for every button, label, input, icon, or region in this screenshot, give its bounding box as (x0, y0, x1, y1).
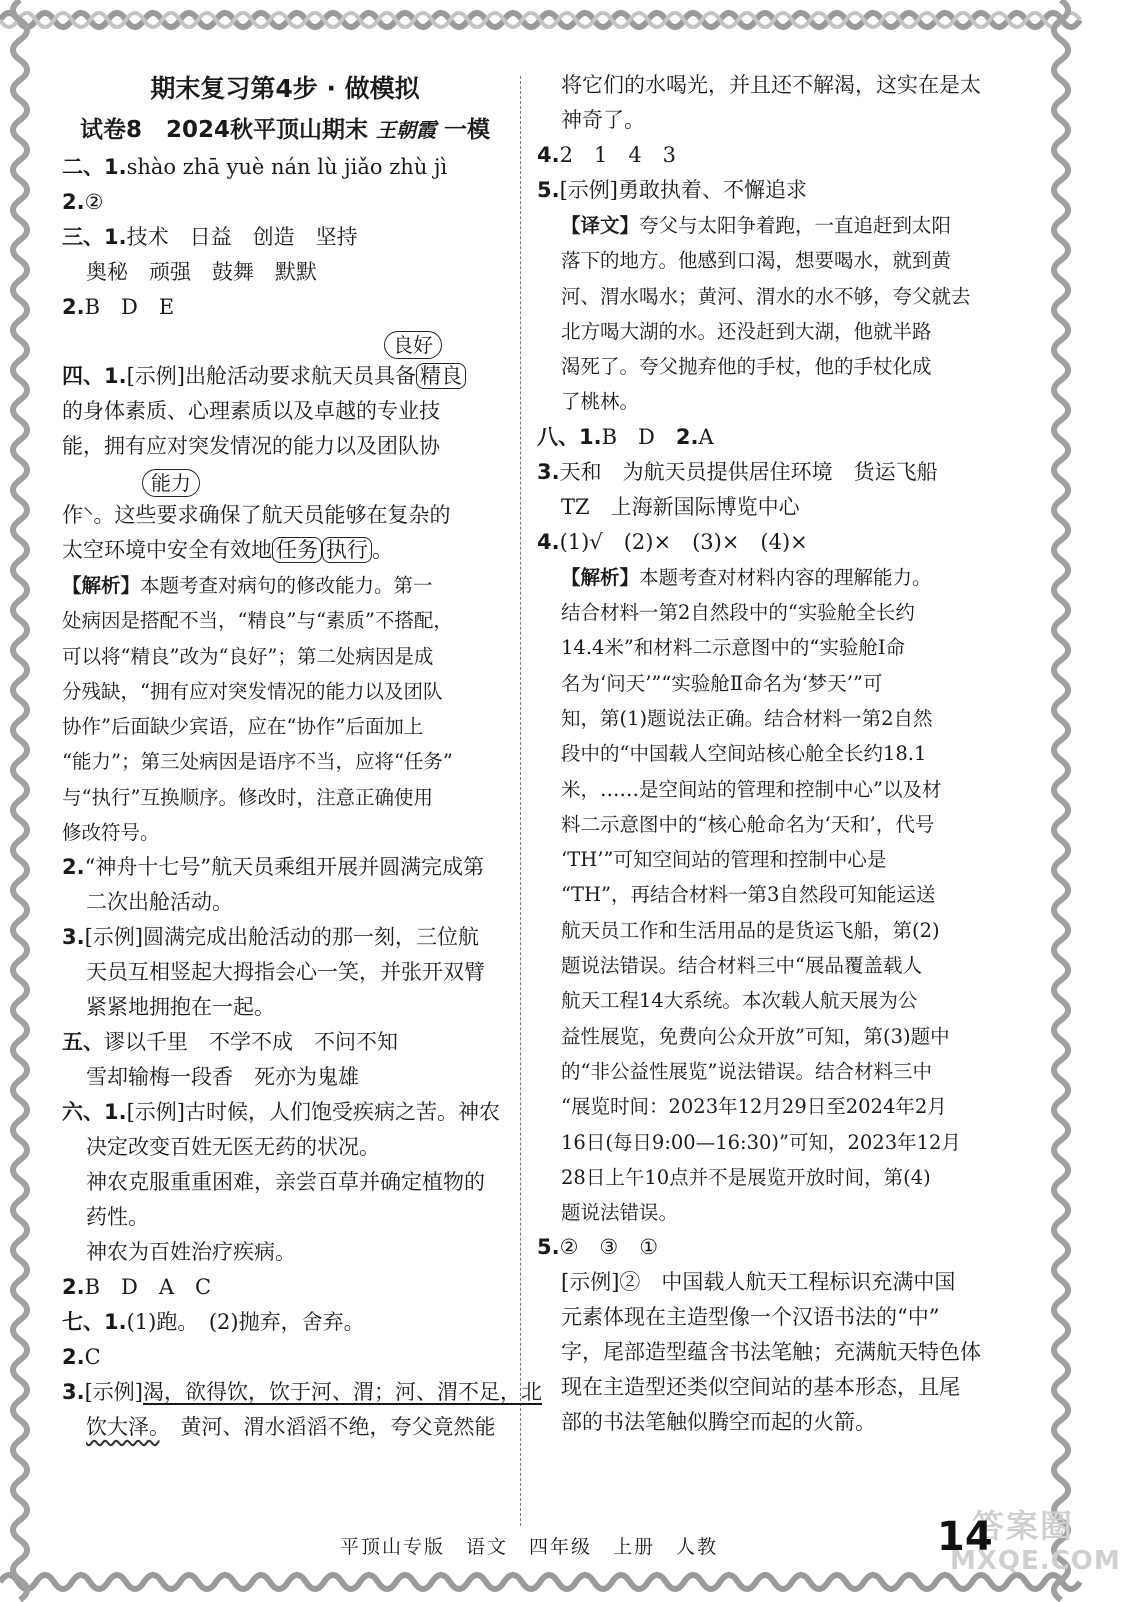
answer-8-1: 八、1.B D 2.A (537, 424, 714, 449)
wavy-underlined-quote: 饮大泽。 (86, 1415, 160, 1440)
answer-3-2: 2.B D E (62, 295, 175, 319)
translation-line: 了桃林。 (561, 390, 640, 414)
answer-4-1-line3: 能，拥有应对突发情况的能力以及团队协 (62, 434, 440, 458)
correction-bubble-good: 良好 (384, 331, 442, 359)
analysis-line: 16日(每日9:00—16:30)”可知，2023年12月 (561, 1130, 961, 1154)
answer-7-3-cont: 饮大泽。 黄河、渭水滔滔不绝，夸父竟然能 (86, 1415, 496, 1440)
answer-6-1-cont: 药性。 (86, 1205, 149, 1230)
translation-line: 落下的地方。他感到口渴，想要喝水，就到黄 (561, 249, 952, 273)
analysis-line: 料二示意图中的“核心舱命名为‘天和’，代号 (561, 812, 935, 836)
analysis-line: 航天员工作和生活用品的是货运飞船，第(2) (561, 918, 940, 942)
analysis-line: 结合材料一第2自然段中的“实验舱全长约 (561, 601, 915, 625)
rope-border-top (0, 0, 1081, 40)
analysis-4-1: 【解析】本题考查对病句的修改能力。第一 (62, 574, 433, 597)
exam-label: 试卷8 (79, 117, 142, 143)
answer-8-5-cont: 部的书法笔触似腾空而起的火箭。 (561, 1410, 876, 1435)
analysis-line: 14.4米”和材料二示意图中的“实验舱Ⅰ命 (561, 636, 906, 660)
analysis-line: 协作”后面缺少宾语，应在“协作”后面加上 (62, 715, 424, 739)
analysis-line: “能力”；第三处病因是语序不当，应将“任务” (62, 750, 453, 774)
analysis-line: 修改符号。 (62, 821, 160, 845)
page-number: 14 (937, 1514, 993, 1560)
correction-bubble-ability: 能力 (142, 469, 200, 497)
exam-heading (62, 112, 508, 148)
swap-mark-execute: 执行 (322, 537, 372, 563)
answer-8-4: 4.(1)√ (2)× (3)× (4)× (537, 529, 808, 554)
correction-bubble-row-2 (62, 468, 508, 498)
answer-7-1: 七、1.(1)跑。 (2)抛弃，舍弃。 (62, 1310, 365, 1335)
answer-7-5: 5.[示例]勇敢执着、不懈追求 (537, 178, 807, 202)
answer-8-5-cont: [示例]② 中国载人航天工程标识充满中国 (561, 1270, 956, 1295)
analysis-line: “TH”，再结合材料一第3自然段可知能运送 (561, 883, 936, 907)
answer-8-5: 5.② ③ ① (537, 1235, 659, 1260)
answer-8-3: 3.天和 为航天员提供居住环境 货运飞船 (537, 459, 938, 484)
footer-edition: 平顶山专版 语文 四年级 上册 人教 (340, 1536, 719, 1558)
answer-4-3-cont: 天员互相竖起大拇指会心一笑，并张开双臂 (86, 960, 485, 985)
author-signature: 王朝霞 (376, 118, 437, 142)
translation: 【译文】夸父与太阳争着跑，一直追赶到太阳 (561, 214, 952, 237)
corrected-word-mark: 精良 (416, 363, 466, 389)
answer-8-5-cont: 现在主造型还类似空间站的基本形态，且尾 (561, 1375, 960, 1400)
analysis-line: 分残缺，“拥有应对突发情况的能力以及团队 (62, 679, 443, 703)
answer-3-1-cont: 奥秘 顽强 鼓舞 默默 (86, 260, 317, 284)
analysis-line: 可以将“精良”改为“良好”；第二处病因是成 (62, 644, 434, 668)
analysis-line: 知，第(1)题说法正确。结合材料一第2自然 (561, 706, 933, 730)
analysis-8-4: 【解析】本题考查对材料内容的理解能力。 (561, 565, 932, 589)
answer-3-1: 三、1.技术 日益 创造 坚持 (62, 225, 358, 249)
analysis-line: 名为‘问天’”“实验舱Ⅱ命名为‘梦天’”可 (561, 671, 883, 695)
translation-line: 河、渭水喝水；黄河、渭水的水不够，夸父就去 (561, 284, 971, 308)
translation-line: 渴死了。夸父抛弃他的手杖，他的手杖化成 (561, 355, 932, 379)
answer-7-3: 3.[示例]渴，欲得饮，饮于河、渭；河、渭不足，北 (62, 1380, 542, 1405)
watermark-bottom: MXQE.COM (950, 1546, 1121, 1576)
watermark-top: 答案圈 (971, 1507, 1074, 1545)
analysis-line: 段中的“中国载人空间站核心舱全长约18.1 (561, 742, 927, 766)
answer-2-1: 二、1.shào zhā yuè nán lù jiǎo zhù jì (62, 155, 448, 179)
rope-border-right (1041, 0, 1081, 1600)
answer-6-2: 2.B D A C (62, 1275, 212, 1300)
correction-bubble-row (62, 331, 508, 359)
analysis-line: 与“执行”互换顺序。修改时，注意正确使用 (62, 785, 433, 809)
answer-4-2-cont: 二次出舱活动。 (86, 890, 233, 915)
exam-suffix: 一模 (444, 117, 491, 143)
answer-6-1-cont: 决定改变百姓无医无药的状况。 (86, 1135, 380, 1160)
answer-6-1-cont: 神农为百姓治疗疾病。 (86, 1240, 296, 1265)
analysis-line: 28日上午10点并不是展览开放时间，第(4) (561, 1165, 931, 1189)
answer-7-2: 2.C (62, 1345, 101, 1370)
answer-4-1-line4: 作⸌。这些要求确保了航天员能够在复杂的 (62, 503, 451, 527)
answer-4-3-cont: 紧紧地拥抱在一起。 (86, 995, 275, 1020)
analysis-line: 益性展览，免费向公众开放”可知，第(3)题中 (561, 1024, 950, 1048)
answer-6-1: 六、1.[示例]古时候，人们饱受疾病之苦。神农 (62, 1100, 500, 1125)
analysis-line: 航天工程14大系统。本次载人航天展为公 (561, 989, 918, 1013)
right-column (537, 68, 981, 1440)
translation-line: 北方喝大湖的水。还没赶到大湖，他就半路 (561, 319, 932, 343)
exam-name: 2024秋平顶山期末 (166, 117, 369, 143)
analysis-line: “展览时间：2023年12月29日至2024年2月 (561, 1095, 947, 1119)
left-column (62, 70, 542, 1445)
analysis-line: ‘TH’”可知空间站的管理和控制中心是 (561, 848, 887, 872)
answer-5-cont: 雪却输梅一段香 死亦为鬼雄 (86, 1065, 359, 1090)
swap-mark-task: 任务 (272, 537, 322, 563)
answer-4-3: 3.[示例]圆满完成出舱活动的那一刻，三位航 (62, 925, 479, 950)
analysis-line: 处病因是搭配不当，“精良”与“素质”不搭配， (62, 609, 453, 633)
answer-5: 五、谬以千里 不学不成 不问不知 (62, 1030, 398, 1055)
analysis-line: 题说法错误。 (561, 1201, 679, 1225)
answer-4-1-line5: 太空环境中安全有效地 任务 执行 。 (62, 538, 393, 562)
analysis-line: 题说法错误。结合材料三中“展品覆盖载人 (561, 954, 922, 978)
answer-6-1-cont: 神农克服重重困难，亲尝百草并确定植物的 (86, 1170, 485, 1195)
answer-4-2: 2.“神舟十七号”航天员乘组开展并圆满完成第 (62, 855, 485, 880)
answer-8-5-cont: 元素体现在主造型像一个汉语书法的“中” (561, 1305, 940, 1330)
underlined-quote: 渴，欲得饮，饮于河、渭；河、渭不足，北 (142, 1380, 542, 1405)
answer-7-4: 4.2 1 4 3 (537, 143, 677, 167)
insertion-mark: ⸌ (83, 503, 94, 527)
answer-2-2: 2.② (62, 190, 104, 214)
answer-8-3-cont: TZ 上海新国际博览中心 (561, 494, 800, 519)
answer-4-1: 四、1.[示例]出舱活动要求航天员具备 精良 (62, 359, 508, 394)
rope-border-bottom (0, 1562, 1081, 1602)
page-title: 期末复习第4步 · 做模拟 (150, 74, 420, 103)
analysis-line: 的“非公益性展览”说法错误。结合材料三中 (561, 1059, 932, 1083)
answer-4-1-line2: 的身体素质、心理素质以及卓越的专业技 (62, 399, 440, 423)
answer-8-5-cont: 字，尾部造型蕴含书法笔触；充满航天特色体 (561, 1340, 981, 1365)
column-divider (520, 76, 521, 1526)
answer-7-3-cont: 将它们的水喝光，并且还不解渴，这实在是太 (561, 73, 981, 97)
analysis-line: 米，……是空间站的管理和控制中心”以及材 (561, 777, 942, 801)
answer-7-3-cont: 神奇了。 (561, 108, 645, 132)
rope-border-left (0, 0, 40, 1600)
